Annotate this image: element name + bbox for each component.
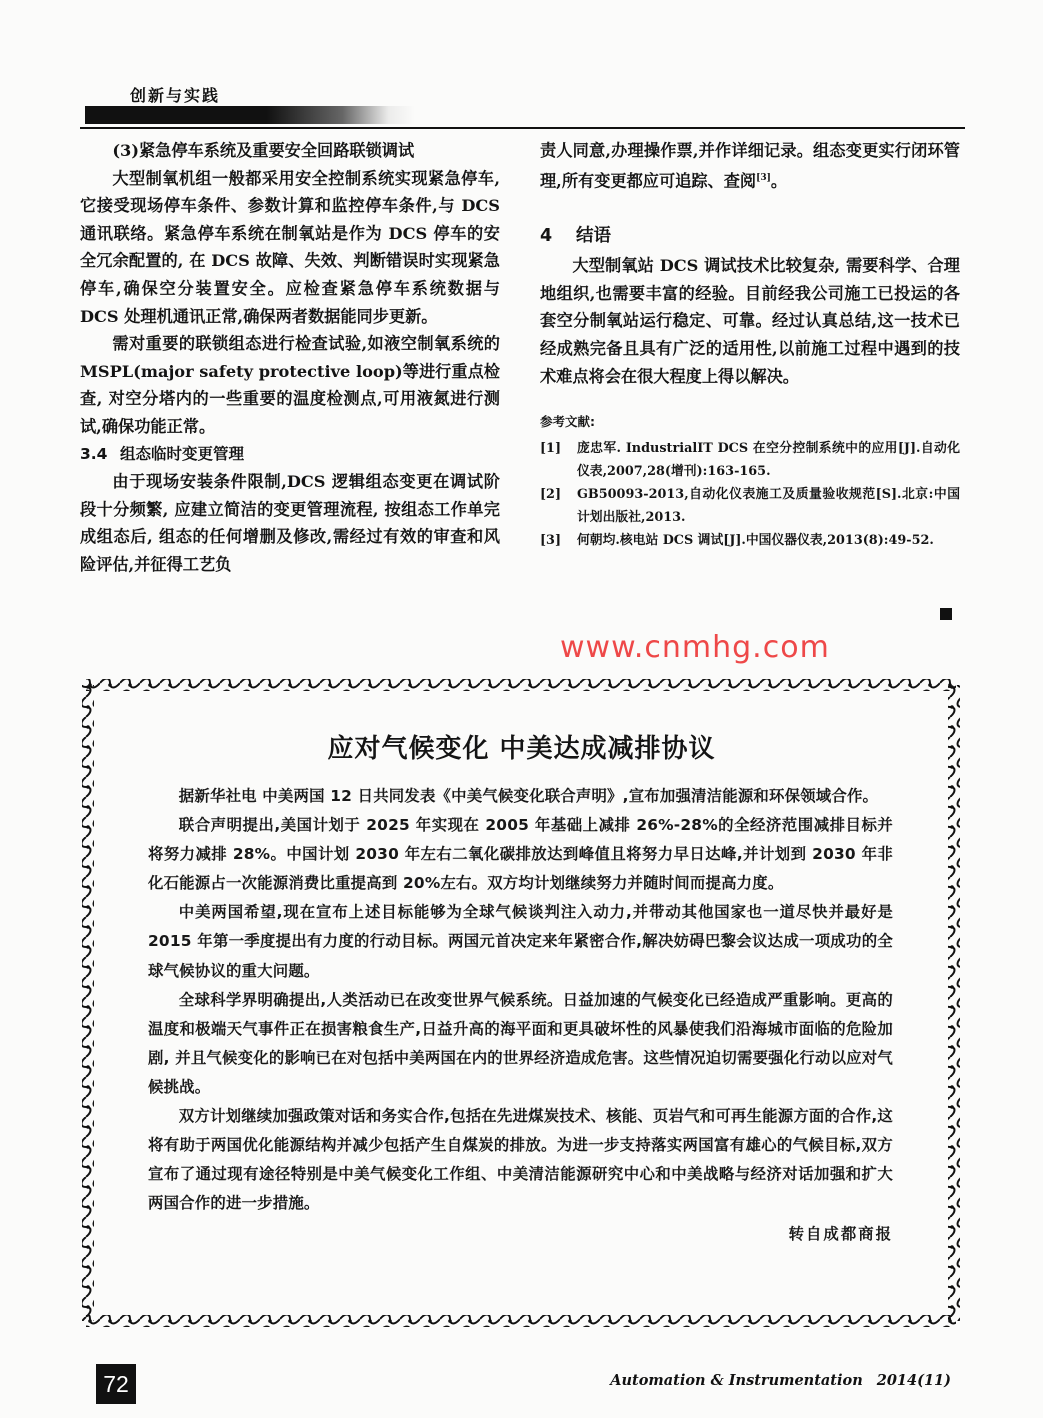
news-title: 应对气候变化 中美达成减排协议 <box>327 734 716 764</box>
paragraph-continuation <box>540 137 960 195</box>
continuation-end: 。 <box>770 170 788 190</box>
section-heading <box>80 441 500 469</box>
page-number: 72 <box>96 1364 136 1404</box>
reference-text: 庞忠军. IndustrialIT DCS 在空分控制系统中的应用[J].自动化仪表,2007,28(增刊):163-165. <box>577 441 960 480</box>
continuation-text: 责人同意,办理操作票,并作详细记录。组态变更实行闭环管理,所有变更都应可追踪、查阅 <box>540 141 960 190</box>
news-paragraph: 全球科学界明确提出,人类活动已在改变世界气候系统。日益加速的气候变化已经造成严重影响。更高的温度和极端天气事件正在损害粮食生产,日益升高的海平面和更具破坏性的风暴使我们沿海城市面临的危险加剧, 并且气候变化的影响已在对包括中美两国在内的世界经济造成危害。这些情况迫切需要强化行动以应对气候挑战。 <box>148 990 893 1096</box>
subheading: (3)紧急停车系统及重要安全回路联锁调试 <box>112 141 415 160</box>
running-header-section: 创新与实践 <box>130 86 221 105</box>
right-column <box>540 137 960 552</box>
paragraph: 由于现场安装条件限制,DCS 逻辑组态变更在调试阶段十分频繁, 应建立简洁的变更管理流程, 按组态工作单完成组态后, 组态的任何增删及修改,需经过有效的审查和风险评估,并征得工艺负 <box>80 472 500 574</box>
journal-footer <box>610 1372 951 1389</box>
journal-name: Automation & Instrumentation <box>610 1372 863 1389</box>
news-paragraph: 联合声明提出,美国计划于 2025 年实现在 2005 年基础上减排 26%-28%的全经济范围减排目标并将努力减排 28%。中国计划 2030 年左右二氧化碳排放达到峰值且将努力早日达峰,并计划到 2030 年非化石能源占一次能源消费比重提高到 20%左右。双方均计划继续努力并随时间而提高力度。 <box>148 816 893 893</box>
section-heading <box>540 223 960 251</box>
reference-number: [3] <box>540 533 562 549</box>
reference-number: [2] <box>540 487 562 503</box>
references <box>540 410 960 552</box>
reference-text: 何朝均.核电站 DCS 调试[J].中国仪器仪表,2013(8):49-52. <box>577 533 934 549</box>
reference-item <box>540 529 960 552</box>
news-paragraph: 据新华社电 中美两国 12 日共同发表《中美气候变化联合声明》,宣布加强清洁能源和环保领域合作。 <box>178 787 879 805</box>
section-number: 4 <box>540 225 553 246</box>
running-header-bar <box>85 106 415 124</box>
reference-text: GB50093-2013,自动化仪表施工及质量验收规范[S].北京:中国计划出版社,2013. <box>577 487 960 526</box>
reference-item <box>540 437 960 483</box>
reference-number: [1] <box>540 441 562 457</box>
border-top <box>86 679 956 691</box>
border-left <box>82 685 94 1321</box>
news-body <box>148 782 893 1250</box>
paragraph: 大型制氧站 DCS 调试技术比较复杂, 需要科学、合理地组织,也需要丰富的经验。目前经我公司施工已投运的各套空分制氧站运行稳定、可靠。经过认真总结,这一技术已经成熟完备且具有广泛的适用性,以前施工过程中遇到的技术难点将会在很大程度上得以解决。 <box>540 256 960 386</box>
left-column <box>80 137 500 579</box>
paragraph: 大型制氧机组一般都采用安全控制系统实现紧急停车,它接受现场停车条件、参数计算和监控停车条件,与 DCS 通讯联络。紧急停车系统在制氧站是作为 DCS 停车的安全冗余配置的, 在 DCS 故障、失效、判断错误时实现紧急停车,确保空分装置安全。应检查紧急停车系统数据与 DCS 处理机通讯正常,确保两者数据能同步更新。 <box>80 168 500 326</box>
reference-item <box>540 483 960 529</box>
section-title: 结语 <box>576 225 611 246</box>
citation: [3] <box>756 172 771 183</box>
news-paragraph: 双方计划继续加强政策对话和务实合作,包括在先进煤炭技术、核能、页岩气和可再生能源方面的合作,这将有助于两国优化能源结构并减少包括产生自煤炭的排放。为进一步支持落实两国富有雄心的气候目标,双方宣布了通过现有途径特别是中美气候变化工作组、中美清洁能源研究中心和中美战略与经济对话加强和扩大两国合作的进一步措施。 <box>148 1107 893 1213</box>
news-source: 转自成都商报 <box>788 1225 893 1244</box>
end-of-article-mark <box>940 608 952 620</box>
watermark: www.cnmhg.com <box>560 630 830 665</box>
section-number: 3.4 <box>80 444 108 463</box>
paragraph: 需对重要的联锁组态进行检查试验,如液空制氧系统的 MSPL(major safety protective loop)等进行重点检查, 对空分塔内的一些重要的温度检测点,可用液氮进行测试,确保功能正常。 <box>80 334 500 436</box>
journal-issue: 2014(11) <box>876 1372 951 1389</box>
references-title: 参考文献: <box>540 414 595 430</box>
border-right <box>948 685 960 1321</box>
section-title: 组态临时变更管理 <box>120 444 245 463</box>
border-bottom <box>86 1315 956 1327</box>
header-rule <box>80 127 965 129</box>
news-paragraph: 中美两国希望,现在宣布上述目标能够为全球气候谈判注入动力,并带动其他国家也一道尽快并最好是 2015 年第一季度提出有力度的行动目标。两国元首决定来年紧密合作,解决妨碍巴黎会议达成一项成功的全球气候协议的重大问题。 <box>148 903 893 980</box>
